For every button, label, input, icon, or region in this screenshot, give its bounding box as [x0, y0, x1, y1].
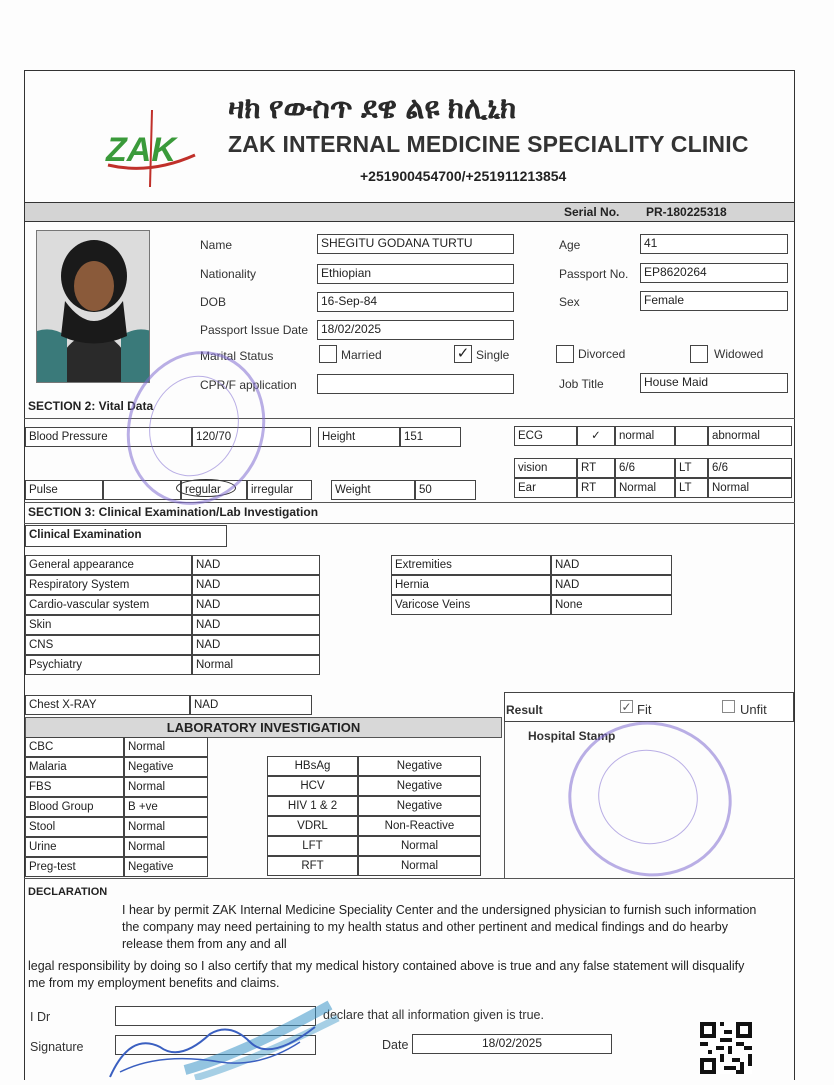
pulse-label: Pulse [25, 480, 103, 500]
clinical-item-label: Respiratory System [25, 575, 192, 595]
clinic-name-amharic: ዛክ የውስጥ ደዌ ልዩ ክሊኒክ [228, 92, 517, 125]
clinical-exam-subtitle: Clinical Examination [25, 525, 227, 547]
job-field[interactable]: House Maid [640, 373, 788, 393]
name-field[interactable]: SHEGITU GODANA TURTU [317, 234, 514, 254]
clinical-item-value[interactable]: NAD [192, 575, 320, 595]
height-label: Height [318, 427, 400, 447]
divorced-label: Divorced [578, 347, 626, 361]
clinical-item-label: Psychiatry [25, 655, 192, 675]
date-label: Date [382, 1038, 409, 1052]
clinical-item-value[interactable]: NAD [192, 615, 320, 635]
fit-checkbox[interactable]: ✓ [621, 700, 632, 714]
clinical-item-value[interactable]: NAD [192, 635, 320, 655]
widowed-label: Widowed [714, 347, 764, 361]
lab-item-label: HBsAg [267, 756, 358, 776]
widowed-checkbox[interactable] [690, 345, 708, 363]
lab-item-value[interactable]: B +ve [124, 797, 208, 817]
ecg-abnormal-check[interactable] [675, 426, 708, 446]
age-label: Age [559, 238, 581, 252]
idr-label: I Dr [30, 1010, 51, 1024]
lab-item-label: Malaria [25, 757, 124, 777]
clinical-item-label: Hernia [391, 575, 551, 595]
lab-item-value[interactable]: Negative [358, 796, 481, 816]
ear-label: Ear [514, 478, 577, 498]
lab-item-label: FBS [25, 777, 124, 797]
pulse-irregular[interactable]: irregular [247, 480, 312, 500]
vision-lt-label: LT [675, 458, 708, 478]
divider [24, 523, 795, 524]
lab-item-value[interactable]: Normal [124, 817, 208, 837]
clinic-name-english: ZAK INTERNAL MEDICINE SPECIALITY CLINIC [228, 131, 749, 157]
name-label: Name [200, 238, 233, 252]
sex-field[interactable]: Female [640, 291, 788, 311]
clinical-item-label: CNS [25, 635, 192, 655]
applicant-photo [36, 230, 150, 383]
ecg-abnormal-label: abnormal [708, 426, 792, 446]
unfit-label: Unfit [740, 702, 767, 717]
married-checkbox[interactable] [319, 345, 337, 363]
lab-item-label: CBC [25, 737, 124, 757]
fit-label: Fit [637, 702, 652, 717]
logo-letters: ZAK [106, 131, 176, 169]
ear-lt-label: LT [675, 478, 708, 498]
divider [504, 722, 505, 878]
ecg-label: ECG [514, 426, 577, 446]
lab-item-value[interactable]: Negative [358, 776, 481, 796]
vision-lt-field[interactable]: 6/6 [708, 458, 792, 478]
hospital-stamp-label: Hospital Stamp [528, 729, 616, 743]
dob-label: DOB [200, 295, 227, 309]
lab-item-value[interactable]: Normal [124, 837, 208, 857]
serial-label: Serial No. [564, 205, 620, 219]
height-field[interactable]: 151 [400, 427, 461, 447]
lab-item-value[interactable]: Normal [124, 777, 208, 797]
clinical-item-value[interactable]: NAD [551, 575, 672, 595]
lab-item-label: VDRL [267, 816, 358, 836]
bp-label: Blood Pressure [25, 427, 192, 447]
xray-field[interactable]: NAD [190, 695, 312, 715]
serial-number: PR-180225318 [646, 205, 727, 219]
single-label: Single [476, 348, 510, 362]
lab-item-label: Blood Group [25, 797, 124, 817]
clinic-logo [100, 105, 200, 190]
declare-text: declare that all information given is true. [323, 1008, 544, 1022]
clinical-item-value[interactable]: Normal [192, 655, 320, 675]
issue-date-label: Passport Issue Date [200, 323, 309, 337]
date-field[interactable]: 18/02/2025 [412, 1034, 612, 1054]
single-checkbox[interactable]: ✓ [454, 345, 472, 363]
declaration-text-2: legal responsibility by doing so I also certify that my medical history contained above is true and any false statement will disqualify me from my employment benefits and claims. [28, 959, 745, 990]
declaration-text-1: I hear by permit ZAK Internal Medicine Speciality Center and the undersigned physician to furnish such information the company may need pertaining to my health status and other pertinent and medical findings and do hearby release them from any and all [122, 903, 757, 951]
married-label: Married [341, 348, 382, 362]
clinical-item-label: Extremities [391, 555, 551, 575]
qr-code [700, 1022, 752, 1074]
lab-item-value[interactable]: Normal [358, 836, 481, 856]
signature-scribble [100, 1022, 320, 1080]
clinical-item-label: General appearance [25, 555, 192, 575]
ear-rt-field[interactable]: Normal [615, 478, 675, 498]
sex-label: Sex [559, 295, 580, 309]
job-label: Job Title [559, 377, 604, 391]
lab-item-label: LFT [267, 836, 358, 856]
issue-date-field[interactable]: 18/02/2025 [317, 320, 514, 340]
cpr-label: CPR/F application [200, 378, 297, 392]
weight-label: Weight [331, 480, 415, 500]
declaration-title: DECLARATION [28, 886, 108, 898]
passport-label: Passport No. [559, 267, 629, 281]
passport-field[interactable]: EP8620264 [640, 263, 788, 283]
divider [24, 878, 795, 879]
lab-item-value[interactable]: Non-Reactive [358, 816, 481, 836]
section2-title: SECTION 2: Vital Data [28, 399, 154, 413]
nationality-label: Nationality [200, 267, 257, 281]
result-label: Result [506, 703, 543, 717]
weight-field[interactable]: 50 [415, 480, 476, 500]
clinical-item-value[interactable]: NAD [551, 555, 672, 575]
age-field[interactable]: 41 [640, 234, 788, 254]
clinical-item-value[interactable]: NAD [192, 555, 320, 575]
ecg-normal-label: normal [615, 426, 675, 446]
marital-label: Marital Status [200, 349, 274, 363]
lab-item-value[interactable]: Negative [124, 757, 208, 777]
lab-item-value[interactable]: Negative [124, 857, 208, 877]
lab-item-label: Urine [25, 837, 124, 857]
lab-item-label: HCV [267, 776, 358, 796]
lab-item-value[interactable]: Normal [124, 737, 208, 757]
clinical-item-value[interactable]: None [551, 595, 672, 615]
clinical-item-label: Varicose Veins [391, 595, 551, 615]
divider [24, 502, 795, 503]
divorced-checkbox[interactable] [556, 345, 574, 363]
vision-rt-field[interactable]: 6/6 [615, 458, 675, 478]
lab-item-label: Preg-test [25, 857, 124, 877]
bp-field[interactable]: 120/70 [192, 427, 311, 447]
nationality-field[interactable]: Ethiopian [317, 264, 514, 284]
vision-label: vision [514, 458, 577, 478]
clinical-item-value[interactable]: NAD [192, 595, 320, 615]
unfit-checkbox[interactable] [722, 700, 735, 713]
ear-rt-label: RT [577, 478, 615, 498]
lab-item-label: Stool [25, 817, 124, 837]
cpr-field[interactable] [317, 374, 514, 394]
lab-item-value[interactable]: Normal [358, 856, 481, 876]
clinical-item-label: Cardio-vascular system [25, 595, 192, 615]
lab-item-label: RFT [267, 856, 358, 876]
clinical-item-label: Skin [25, 615, 192, 635]
lab-title: LABORATORY INVESTIGATION [166, 720, 361, 735]
vision-rt-label: RT [577, 458, 615, 478]
pulse-regular[interactable]: regular [181, 480, 247, 500]
dob-field[interactable]: 16-Sep-84 [317, 292, 514, 312]
section3-title: SECTION 3: Clinical Examination/Lab Investigation [28, 505, 319, 519]
lab-item-value[interactable]: Negative [358, 756, 481, 776]
xray-label: Chest X-RAY [25, 695, 190, 715]
ecg-normal-check[interactable]: ✓ [577, 426, 615, 446]
signature-label: Signature [30, 1040, 84, 1054]
lab-item-label: HIV 1 & 2 [267, 796, 358, 816]
clinic-phone: +251900454700/+251911213854 [360, 168, 567, 184]
ear-lt-field[interactable]: Normal [708, 478, 792, 498]
